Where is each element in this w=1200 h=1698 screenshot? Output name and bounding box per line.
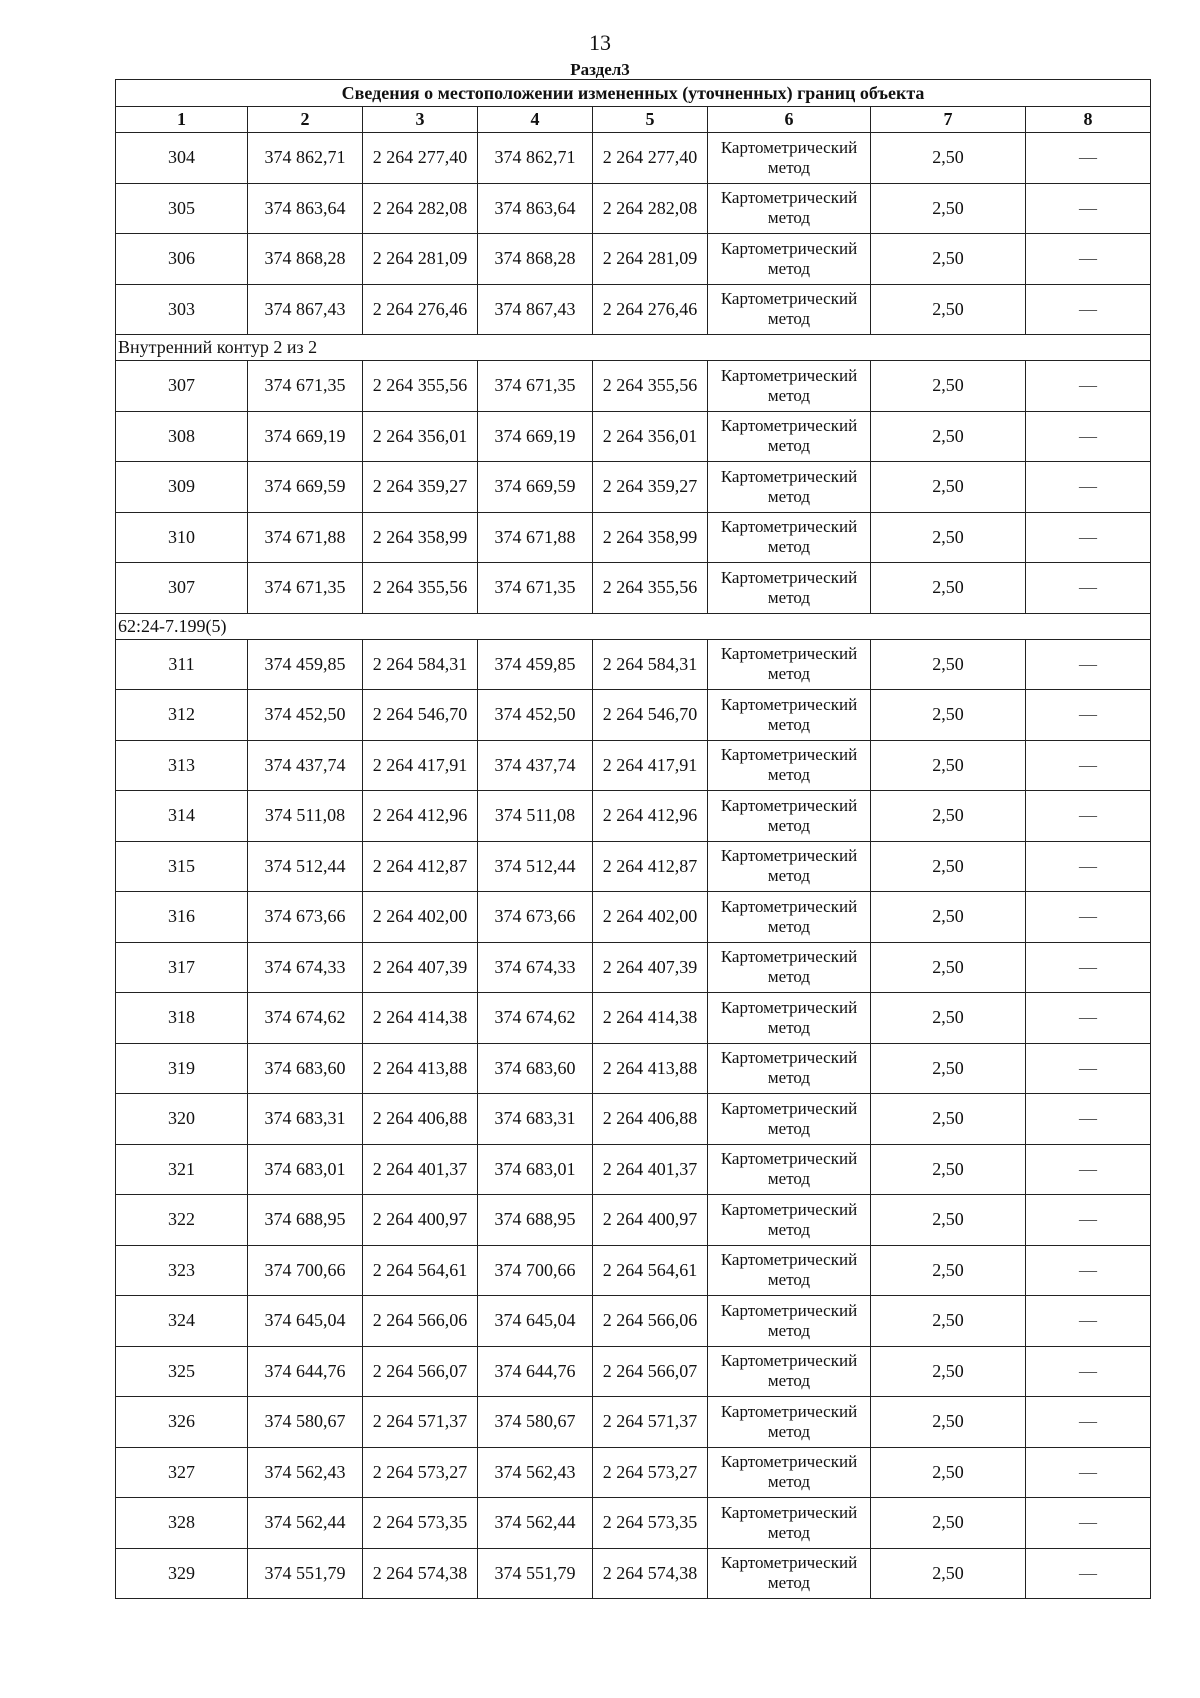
x-coord-new-cell: 374 671,35: [478, 563, 593, 614]
description-cell: —: [1026, 1397, 1151, 1448]
description-cell: —: [1026, 1346, 1151, 1397]
y-coord-new-cell: 2 264 276,46: [593, 284, 708, 335]
accuracy-cell: 2,50: [871, 1498, 1026, 1549]
y-coord-new-cell: 2 264 355,56: [593, 563, 708, 614]
table-caption: Сведения о местоположении измененных (уточненных) границ объекта: [116, 80, 1151, 107]
y-coord-new-cell: 2 264 414,38: [593, 993, 708, 1044]
point-number-cell: 307: [116, 361, 248, 412]
x-coord-old-cell: 374 688,95: [248, 1195, 363, 1246]
accuracy-cell: 2,50: [871, 690, 1026, 741]
column-number: 1: [116, 107, 248, 133]
accuracy-cell: 2,50: [871, 1144, 1026, 1195]
method-cell: Картометрический метод: [708, 639, 871, 690]
method-cell: Картометрический метод: [708, 841, 871, 892]
accuracy-cell: 2,50: [871, 1296, 1026, 1347]
y-coord-old-cell: 2 264 401,37: [363, 1144, 478, 1195]
y-coord-old-cell: 2 264 276,46: [363, 284, 478, 335]
table-row: [116, 1245, 1151, 1296]
method-cell: Картометрический метод: [708, 284, 871, 335]
method-cell: Картометрический метод: [708, 1296, 871, 1347]
page-number: 13: [589, 30, 611, 55]
point-number-cell: 305: [116, 183, 248, 234]
table-row: [116, 1548, 1151, 1599]
point-number-cell: 315: [116, 841, 248, 892]
table-row: [116, 892, 1151, 943]
x-coord-old-cell: 374 862,71: [248, 133, 363, 184]
method-cell: Картометрический метод: [708, 690, 871, 741]
point-number-cell: 311: [116, 639, 248, 690]
column-number: 6: [708, 107, 871, 133]
method-cell: Картометрический метод: [708, 1397, 871, 1448]
y-coord-new-cell: 2 264 406,88: [593, 1094, 708, 1145]
y-coord-old-cell: 2 264 573,35: [363, 1498, 478, 1549]
x-coord-new-cell: 374 683,01: [478, 1144, 593, 1195]
point-number-cell: 310: [116, 512, 248, 563]
y-coord-old-cell: 2 264 571,37: [363, 1397, 478, 1448]
y-coord-old-cell: 2 264 574,38: [363, 1548, 478, 1599]
table-row: [116, 234, 1151, 285]
table-row: [116, 1094, 1151, 1145]
table-row: [116, 284, 1151, 335]
column-number-row: [116, 107, 1151, 133]
method-cell: Картометрический метод: [708, 791, 871, 842]
description-cell: —: [1026, 234, 1151, 285]
column-number: 3: [363, 107, 478, 133]
table-row: [116, 1498, 1151, 1549]
accuracy-cell: 2,50: [871, 1245, 1026, 1296]
y-coord-old-cell: 2 264 414,38: [363, 993, 478, 1044]
contour-separator-row: [116, 613, 1151, 639]
x-coord-new-cell: 374 452,50: [478, 690, 593, 741]
method-cell: Картометрический метод: [708, 411, 871, 462]
y-coord-old-cell: 2 264 406,88: [363, 1094, 478, 1145]
description-cell: —: [1026, 133, 1151, 184]
method-cell: Картометрический метод: [708, 133, 871, 184]
y-coord-old-cell: 2 264 355,56: [363, 361, 478, 412]
x-coord-old-cell: 374 700,66: [248, 1245, 363, 1296]
x-coord-old-cell: 374 452,50: [248, 690, 363, 741]
y-coord-new-cell: 2 264 584,31: [593, 639, 708, 690]
description-cell: —: [1026, 791, 1151, 842]
x-coord-new-cell: 374 674,62: [478, 993, 593, 1044]
accuracy-cell: 2,50: [871, 791, 1026, 842]
x-coord-new-cell: 374 562,44: [478, 1498, 593, 1549]
method-cell: Картометрический метод: [708, 740, 871, 791]
point-number-cell: 317: [116, 942, 248, 993]
method-cell: Картометрический метод: [708, 1144, 871, 1195]
table-body: [116, 133, 1151, 1599]
x-coord-old-cell: 374 867,43: [248, 284, 363, 335]
x-coord-new-cell: 374 688,95: [478, 1195, 593, 1246]
y-coord-new-cell: 2 264 566,07: [593, 1346, 708, 1397]
y-coord-new-cell: 2 264 400,97: [593, 1195, 708, 1246]
y-coord-new-cell: 2 264 277,40: [593, 133, 708, 184]
method-cell: Картометрический метод: [708, 183, 871, 234]
description-cell: —: [1026, 1498, 1151, 1549]
description-cell: —: [1026, 892, 1151, 943]
description-cell: —: [1026, 462, 1151, 513]
x-coord-old-cell: 374 437,74: [248, 740, 363, 791]
y-coord-new-cell: 2 264 358,99: [593, 512, 708, 563]
x-coord-old-cell: 374 511,08: [248, 791, 363, 842]
description-cell: —: [1026, 1245, 1151, 1296]
table-row: [116, 791, 1151, 842]
x-coord-old-cell: 374 645,04: [248, 1296, 363, 1347]
y-coord-new-cell: 2 264 574,38: [593, 1548, 708, 1599]
x-coord-new-cell: 374 551,79: [478, 1548, 593, 1599]
x-coord-new-cell: 374 669,19: [478, 411, 593, 462]
boundary-coordinates-table: [115, 79, 1151, 1599]
point-number-cell: 304: [116, 133, 248, 184]
y-coord-new-cell: 2 264 564,61: [593, 1245, 708, 1296]
y-coord-old-cell: 2 264 566,07: [363, 1346, 478, 1397]
column-number: 8: [1026, 107, 1151, 133]
point-number-cell: 325: [116, 1346, 248, 1397]
accuracy-cell: 2,50: [871, 892, 1026, 943]
description-cell: —: [1026, 942, 1151, 993]
point-number-cell: 329: [116, 1548, 248, 1599]
contour-label: Внутренний контур 2 из 2: [116, 335, 1151, 361]
x-coord-old-cell: 374 669,59: [248, 462, 363, 513]
point-number-cell: 322: [116, 1195, 248, 1246]
y-coord-old-cell: 2 264 566,06: [363, 1296, 478, 1347]
accuracy-cell: 2,50: [871, 841, 1026, 892]
description-cell: —: [1026, 563, 1151, 614]
accuracy-cell: 2,50: [871, 740, 1026, 791]
description-cell: —: [1026, 411, 1151, 462]
description-cell: —: [1026, 512, 1151, 563]
x-coord-new-cell: 374 669,59: [478, 462, 593, 513]
point-number-cell: 313: [116, 740, 248, 791]
y-coord-old-cell: 2 264 281,09: [363, 234, 478, 285]
table-row: [116, 1144, 1151, 1195]
y-coord-new-cell: 2 264 571,37: [593, 1397, 708, 1448]
x-coord-new-cell: 374 673,66: [478, 892, 593, 943]
y-coord-old-cell: 2 264 412,87: [363, 841, 478, 892]
x-coord-new-cell: 374 863,64: [478, 183, 593, 234]
method-cell: Картометрический метод: [708, 512, 871, 563]
y-coord-old-cell: 2 264 417,91: [363, 740, 478, 791]
y-coord-old-cell: 2 264 584,31: [363, 639, 478, 690]
x-coord-old-cell: 374 683,01: [248, 1144, 363, 1195]
description-cell: —: [1026, 1447, 1151, 1498]
point-number-cell: 307: [116, 563, 248, 614]
accuracy-cell: 2,50: [871, 1346, 1026, 1397]
x-coord-new-cell: 374 512,44: [478, 841, 593, 892]
point-number-cell: 320: [116, 1094, 248, 1145]
y-coord-new-cell: 2 264 407,39: [593, 942, 708, 993]
x-coord-old-cell: 374 674,62: [248, 993, 363, 1044]
description-cell: —: [1026, 690, 1151, 741]
description-cell: —: [1026, 993, 1151, 1044]
accuracy-cell: 2,50: [871, 993, 1026, 1044]
table-row: [116, 690, 1151, 741]
y-coord-new-cell: 2 264 412,87: [593, 841, 708, 892]
method-cell: Картометрический метод: [708, 1195, 871, 1246]
y-coord-new-cell: 2 264 282,08: [593, 183, 708, 234]
table-row: [116, 133, 1151, 184]
y-coord-old-cell: 2 264 546,70: [363, 690, 478, 741]
column-number: 2: [248, 107, 363, 133]
x-coord-old-cell: 374 512,44: [248, 841, 363, 892]
table-row: [116, 1195, 1151, 1246]
description-cell: —: [1026, 1094, 1151, 1145]
y-coord-new-cell: 2 264 546,70: [593, 690, 708, 741]
method-cell: Картометрический метод: [708, 234, 871, 285]
y-coord-old-cell: 2 264 412,96: [363, 791, 478, 842]
method-cell: Картометрический метод: [708, 1094, 871, 1145]
table-row: [116, 1296, 1151, 1347]
point-number-cell: 321: [116, 1144, 248, 1195]
section-title: Раздел3: [570, 60, 630, 79]
y-coord-old-cell: 2 264 359,27: [363, 462, 478, 513]
description-cell: —: [1026, 1144, 1151, 1195]
table-row: [116, 639, 1151, 690]
column-number: 7: [871, 107, 1026, 133]
x-coord-new-cell: 374 671,88: [478, 512, 593, 563]
point-number-cell: 319: [116, 1043, 248, 1094]
table-row: [116, 512, 1151, 563]
x-coord-old-cell: 374 551,79: [248, 1548, 363, 1599]
x-coord-new-cell: 374 683,31: [478, 1094, 593, 1145]
contour-separator-row: [116, 335, 1151, 361]
method-cell: Картометрический метод: [708, 1245, 871, 1296]
table-row: [116, 183, 1151, 234]
y-coord-new-cell: 2 264 573,35: [593, 1498, 708, 1549]
accuracy-cell: 2,50: [871, 1195, 1026, 1246]
description-cell: —: [1026, 740, 1151, 791]
table-row: [116, 1043, 1151, 1094]
x-coord-new-cell: 374 511,08: [478, 791, 593, 842]
x-coord-new-cell: 374 644,76: [478, 1346, 593, 1397]
point-number-cell: 324: [116, 1296, 248, 1347]
table-row: [116, 1346, 1151, 1397]
y-coord-old-cell: 2 264 402,00: [363, 892, 478, 943]
x-coord-old-cell: 374 459,85: [248, 639, 363, 690]
y-coord-new-cell: 2 264 417,91: [593, 740, 708, 791]
point-number-cell: 327: [116, 1447, 248, 1498]
x-coord-old-cell: 374 671,35: [248, 563, 363, 614]
x-coord-old-cell: 374 562,43: [248, 1447, 363, 1498]
x-coord-old-cell: 374 644,76: [248, 1346, 363, 1397]
point-number-cell: 314: [116, 791, 248, 842]
table-row: [116, 740, 1151, 791]
accuracy-cell: 2,50: [871, 512, 1026, 563]
y-coord-new-cell: 2 264 281,09: [593, 234, 708, 285]
table-row: [116, 1447, 1151, 1498]
table-row: [116, 563, 1151, 614]
x-coord-new-cell: 374 459,85: [478, 639, 593, 690]
method-cell: Картометрический метод: [708, 993, 871, 1044]
x-coord-new-cell: 374 674,33: [478, 942, 593, 993]
column-number: 4: [478, 107, 593, 133]
accuracy-cell: 2,50: [871, 1094, 1026, 1145]
accuracy-cell: 2,50: [871, 1447, 1026, 1498]
x-coord-old-cell: 374 863,64: [248, 183, 363, 234]
point-number-cell: 309: [116, 462, 248, 513]
table-row: [116, 361, 1151, 412]
y-coord-old-cell: 2 264 282,08: [363, 183, 478, 234]
table-row: [116, 1397, 1151, 1448]
method-cell: Картометрический метод: [708, 1447, 871, 1498]
point-number-cell: 308: [116, 411, 248, 462]
y-coord-new-cell: 2 264 573,27: [593, 1447, 708, 1498]
table-row: [116, 462, 1151, 513]
method-cell: Картометрический метод: [708, 1498, 871, 1549]
method-cell: Картометрический метод: [708, 563, 871, 614]
y-coord-new-cell: 2 264 402,00: [593, 892, 708, 943]
x-coord-old-cell: 374 671,88: [248, 512, 363, 563]
x-coord-new-cell: 374 437,74: [478, 740, 593, 791]
method-cell: Картометрический метод: [708, 1548, 871, 1599]
x-coord-old-cell: 374 562,44: [248, 1498, 363, 1549]
method-cell: Картометрический метод: [708, 462, 871, 513]
description-cell: —: [1026, 841, 1151, 892]
description-cell: —: [1026, 284, 1151, 335]
x-coord-new-cell: 374 562,43: [478, 1447, 593, 1498]
y-coord-new-cell: 2 264 566,06: [593, 1296, 708, 1347]
accuracy-cell: 2,50: [871, 462, 1026, 513]
y-coord-old-cell: 2 264 277,40: [363, 133, 478, 184]
x-coord-old-cell: 374 683,31: [248, 1094, 363, 1145]
method-cell: Картометрический метод: [708, 892, 871, 943]
x-coord-new-cell: 374 580,67: [478, 1397, 593, 1448]
description-cell: —: [1026, 183, 1151, 234]
column-number: 5: [593, 107, 708, 133]
y-coord-old-cell: 2 264 355,56: [363, 563, 478, 614]
x-coord-new-cell: 374 868,28: [478, 234, 593, 285]
accuracy-cell: 2,50: [871, 411, 1026, 462]
y-coord-new-cell: 2 264 359,27: [593, 462, 708, 513]
accuracy-cell: 2,50: [871, 133, 1026, 184]
method-cell: Картометрический метод: [708, 942, 871, 993]
y-coord-old-cell: 2 264 358,99: [363, 512, 478, 563]
accuracy-cell: 2,50: [871, 1397, 1026, 1448]
table-row: [116, 993, 1151, 1044]
description-cell: —: [1026, 639, 1151, 690]
x-coord-old-cell: 374 868,28: [248, 234, 363, 285]
point-number-cell: 326: [116, 1397, 248, 1448]
y-coord-new-cell: 2 264 401,37: [593, 1144, 708, 1195]
description-cell: —: [1026, 1548, 1151, 1599]
point-number-cell: 318: [116, 993, 248, 1044]
y-coord-old-cell: 2 264 356,01: [363, 411, 478, 462]
x-coord-old-cell: 374 580,67: [248, 1397, 363, 1448]
y-coord-new-cell: 2 264 356,01: [593, 411, 708, 462]
y-coord-old-cell: 2 264 413,88: [363, 1043, 478, 1094]
accuracy-cell: 2,50: [871, 183, 1026, 234]
point-number-cell: 316: [116, 892, 248, 943]
x-coord-new-cell: 374 645,04: [478, 1296, 593, 1347]
description-cell: —: [1026, 1043, 1151, 1094]
table-row: [116, 411, 1151, 462]
y-coord-new-cell: 2 264 412,96: [593, 791, 708, 842]
accuracy-cell: 2,50: [871, 563, 1026, 614]
x-coord-new-cell: 374 867,43: [478, 284, 593, 335]
point-number-cell: 312: [116, 690, 248, 741]
accuracy-cell: 2,50: [871, 942, 1026, 993]
description-cell: —: [1026, 1195, 1151, 1246]
y-coord-old-cell: 2 264 564,61: [363, 1245, 478, 1296]
accuracy-cell: 2,50: [871, 1548, 1026, 1599]
table-caption-row: [116, 80, 1151, 107]
method-cell: Картометрический метод: [708, 1043, 871, 1094]
table-row: [116, 942, 1151, 993]
accuracy-cell: 2,50: [871, 1043, 1026, 1094]
x-coord-old-cell: 374 674,33: [248, 942, 363, 993]
x-coord-new-cell: 374 671,35: [478, 361, 593, 412]
x-coord-old-cell: 374 683,60: [248, 1043, 363, 1094]
y-coord-old-cell: 2 264 400,97: [363, 1195, 478, 1246]
x-coord-old-cell: 374 671,35: [248, 361, 363, 412]
description-cell: —: [1026, 361, 1151, 412]
point-number-cell: 303: [116, 284, 248, 335]
method-cell: Картометрический метод: [708, 361, 871, 412]
x-coord-old-cell: 374 669,19: [248, 411, 363, 462]
y-coord-old-cell: 2 264 573,27: [363, 1447, 478, 1498]
accuracy-cell: 2,50: [871, 234, 1026, 285]
x-coord-new-cell: 374 700,66: [478, 1245, 593, 1296]
point-number-cell: 323: [116, 1245, 248, 1296]
x-coord-new-cell: 374 683,60: [478, 1043, 593, 1094]
y-coord-new-cell: 2 264 355,56: [593, 361, 708, 412]
accuracy-cell: 2,50: [871, 284, 1026, 335]
x-coord-old-cell: 374 673,66: [248, 892, 363, 943]
table-row: [116, 841, 1151, 892]
description-cell: —: [1026, 1296, 1151, 1347]
contour-label: 62:24-7.199(5): [116, 613, 1151, 639]
y-coord-new-cell: 2 264 413,88: [593, 1043, 708, 1094]
method-cell: Картометрический метод: [708, 1346, 871, 1397]
x-coord-new-cell: 374 862,71: [478, 133, 593, 184]
y-coord-old-cell: 2 264 407,39: [363, 942, 478, 993]
point-number-cell: 328: [116, 1498, 248, 1549]
accuracy-cell: 2,50: [871, 361, 1026, 412]
point-number-cell: 306: [116, 234, 248, 285]
accuracy-cell: 2,50: [871, 639, 1026, 690]
